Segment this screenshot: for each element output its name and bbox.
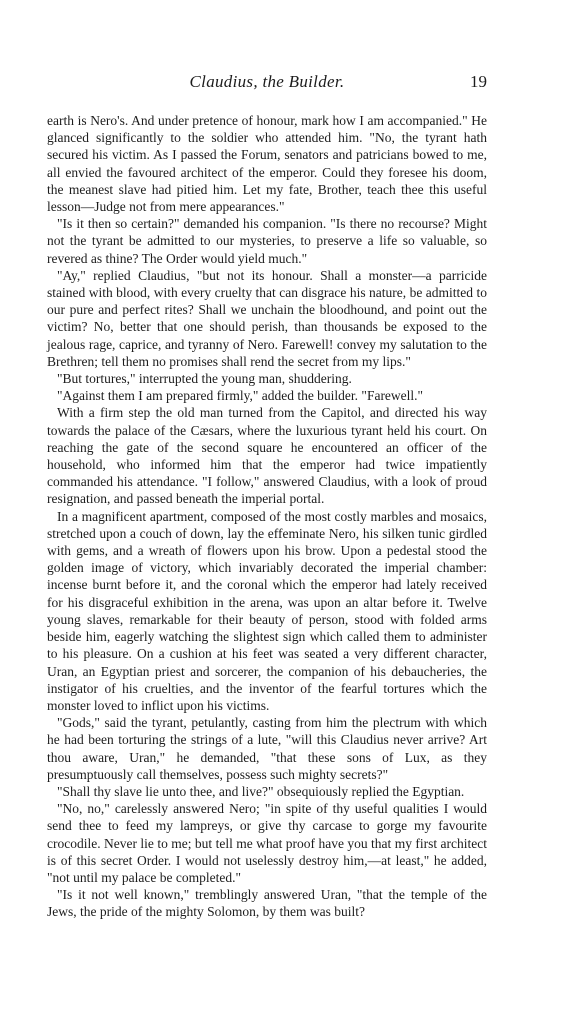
paragraph: In a magnificent apartment, composed of the most costly marbles and mosaics, stretched upon a couch of down, lay the effeminate Nero, his silken tunic girdled with gems, and a wreath of flowers upon his brow. Upon a pedestal stood the golden image of victory, which invariably decorated the imperial chamber: incense burnt before it, and the coronal which the emperor had lately received for his disgraceful exhibition in the arena, was upon an altar before it. Twelve young slaves, remarkable for their beauty of person, stood with folded arms beside him, eagerly watching the slightest sign which called them to administer to his pleasure. On a cushion at his feet was seated a very different character, Uran, an Egyptian priest and sorcerer, the companion of his debaucheries, the instigator of his cruelties, and the inventor of the fearful tortures which the monster loved to inflict upon his victims. [47, 508, 487, 713]
paragraph: "No, no," carelessly answered Nero; "in spite of thy useful qualities I would send thee to feed my lampreys, or give thy carcase to gorge my favourite crocodile. Never lie to me; but tell me what proof have you that my first architect is of this secret Order. I would not uselessly destroy him,—at least," he added, "not until my palace be completed." [47, 801, 487, 885]
paragraph: "Is it then so certain?" demanded his companion. "Is there no recourse? Might not the tyrant be admitted to our mysteries, to preserve a life so valuable, so revered as thine? The Order would yield much." [47, 216, 487, 266]
paragraph: earth is Nero's. And under pretence of honour, mark how I am accompanied." He glanced significantly to the soldier who attended him. "No, the tyrant hath secured his victim. As I passed the Forum, senators and patricians bowed to me, all envied the favoured architect of the emperor. Could they foresee his doom, the meanest slave had pitied him. Let my fate, Brother, teach thee this useful lesson—Judge not from mere appearances." [47, 113, 487, 215]
paragraph: "Is it not well known," tremblingly answered Uran, "that the temple of the Jews, the pride of the mighty Solomon, by them was built? [47, 887, 487, 920]
paragraph: "Gods," said the tyrant, petulantly, casting from him the plectrum with which he had been torturing the strings of a lute, "will this Claudius never arrive? Art thou aware, Uran," he demanded, "that these sons of Lux, as they presumptuously call themselves, possess such mighty secrets?" [47, 715, 487, 782]
paragraph: "But tortures," interrupted the young man, shuddering. [57, 371, 352, 387]
paragraph: With a firm step the old man turned from the Capitol, and directed his way towards the palace of the Cæsars, where the luxurious tyrant held his court. On reaching the gate of the second square he encountered an officer of the household, who informed him that the emperor had twice impatiently commanded his attendance. "I follow," answered Claudius, with a look of proud resignation, and passed beneath the imperial portal. [47, 405, 487, 507]
running-head [47, 72, 487, 94]
book-page [47, 72, 487, 921]
page-number: 19 [470, 72, 487, 91]
paragraph: "Ay," replied Claudius, "but not its honour. Shall a monster—a parricide stained with blood, with every cruelty that can disgrace his nature, be admitted to our pure and perfect rites? Shall we unchain the bloodhound, and point out the victim? No, better that one should perish, than thousands be exposed to the jealous rage, caprice, and tyranny of Nero. Farewell! convey my salutation to the Brethren; tell them no promises shall rend the secret from my lips." [47, 267, 487, 369]
paragraph: "Against them I am prepared firmly," added the builder. "Farewell." [57, 388, 424, 404]
paragraph: "Shall thy slave lie unto thee, and live?" obsequiously replied the Egyptian. [57, 783, 465, 799]
running-title: Claudius, the Builder. [189, 72, 345, 91]
body-text [47, 112, 487, 921]
